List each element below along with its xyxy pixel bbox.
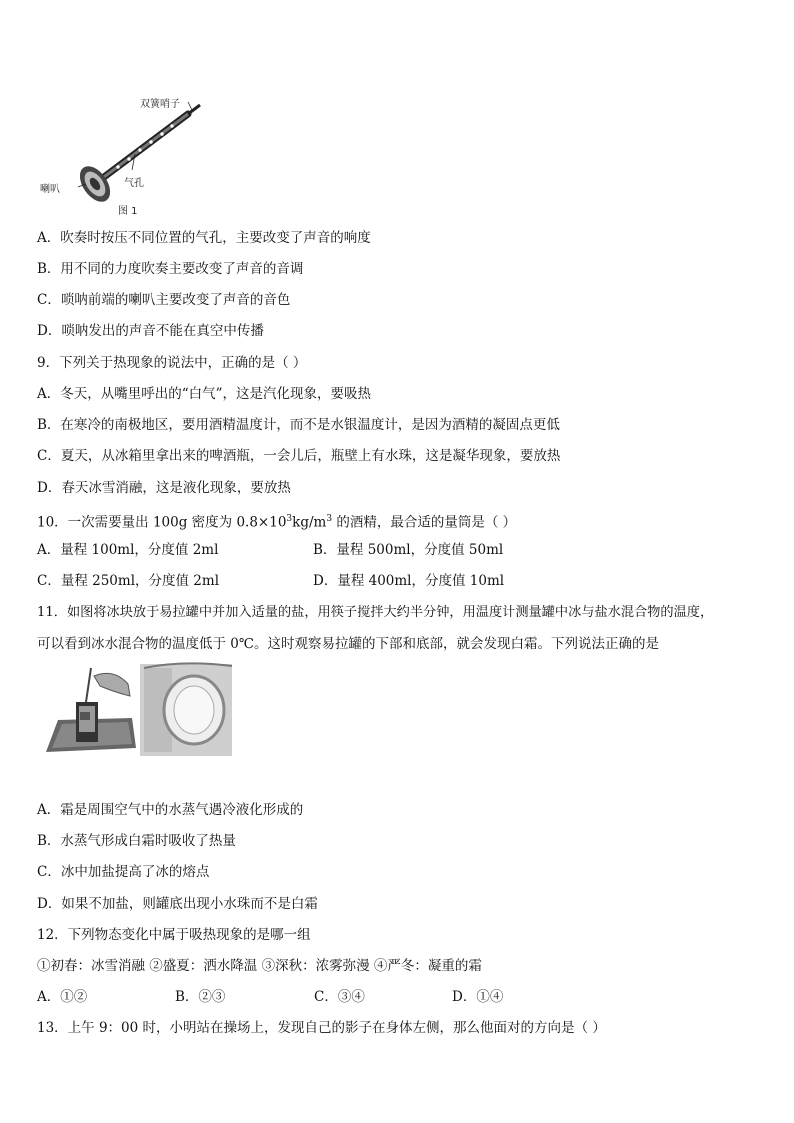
can-frost-illustration (44, 662, 234, 758)
label-horn: 喇叭 (40, 184, 60, 195)
q12-option-b: B．②③ (175, 989, 226, 1005)
q9-option-b: B．在寒冷的南极地区，要用酒精温度计，而不是水银温度计，是因为酒精的凝固点更低 (37, 417, 560, 433)
q10-stem-post: 的酒精，最合适的量筒是（ ） (332, 514, 517, 531)
q11-option-b: B．水蒸气形成白霜时吸收了热量 (37, 833, 236, 849)
q8-option-a: A．吹奏时按压不同位置的气孔，主要改变了声音的响度 (37, 230, 371, 246)
figure-caption: 图 1 (118, 206, 138, 217)
q9-stem: 9．下列关于热现象的说法中，正确的是（ ） (37, 355, 307, 371)
label-hole: 气孔 (124, 178, 144, 189)
q12-option-d: D．①④ (452, 989, 504, 1005)
q10-option-a: A．量程 100ml，分度值 2ml (37, 542, 219, 558)
q10-option-c: C．量程 250ml，分度值 2ml (37, 573, 220, 589)
q10-stem (37, 510, 516, 532)
q11-option-c: C．冰中加盐提高了冰的熔点 (37, 864, 210, 880)
q12-option-c: C．③④ (314, 989, 365, 1005)
q10-option-d: D．量程 400ml，分度值 10ml (313, 573, 505, 589)
q9-option-c: C．夏天，从冰箱里拿出来的啤酒瓶，一会儿后，瓶壁上有水珠，这是凝华现象，要放热 (37, 448, 561, 464)
q10-option-b: B．量程 500ml，分度值 50ml (313, 542, 504, 558)
q10-stem-sup2: 3 (326, 514, 333, 524)
q8-option-d: D．唢呐发出的声音不能在真空中传播 (37, 323, 264, 339)
q11-option-a: A．霜是周围空气中的水蒸气遇冷液化形成的 (37, 802, 304, 818)
q10-stem-mid: kg/m (292, 514, 327, 531)
q8-option-b: B．用不同的力度吹奏主要改变了声音的音调 (37, 261, 304, 277)
q12-items: ①初春：冰雪消融 ②盛夏：洒水降温 ③深秋：浓雾弥漫 ④严冬：凝重的霜 (37, 958, 482, 974)
q12-stem: 12．下列物态变化中属于吸热现象的是哪一组 (37, 927, 311, 943)
q13-stem: 13．上午 9：00 时，小明站在操场上，发现自己的影子在身体左侧，那么他面对的方向是（ ） (37, 1020, 606, 1036)
q10-stem-pre: 10．一次需要量出 100g 密度为 0.8×10 (37, 514, 287, 531)
figure-suona (40, 92, 230, 217)
q9-option-a: A．冬天，从嘴里呼出的“白气”，这是汽化现象，要吸热 (37, 386, 372, 402)
q10-stem-sup1: 3 (286, 514, 293, 524)
label-reed: 双簧哨子 (140, 99, 180, 110)
q11-stem-line2: 可以看到冰水混合物的温度低于 0℃。这时观察易拉罐的下部和底部，就会发现白霜。下列说法正确的是 (37, 636, 659, 652)
figure-can-frost (44, 662, 234, 758)
q12-option-a: A．①② (37, 989, 88, 1005)
q8-option-c: C．唢呐前端的喇叭主要改变了声音的音色 (37, 292, 291, 308)
suona-illustration (40, 92, 230, 217)
q11-option-d: D．如果不加盐，则罐底出现小水珠而不是白霜 (37, 896, 318, 912)
q11-stem-line1: 11．如图将冰块放于易拉罐中并加入适量的盐，用筷子搅拌大约半分钟，用温度计测量罐中冰与盐水混合物的温度， (37, 605, 714, 620)
q9-option-d: D．春天冰雪消融，这是液化现象，要放热 (37, 480, 291, 496)
